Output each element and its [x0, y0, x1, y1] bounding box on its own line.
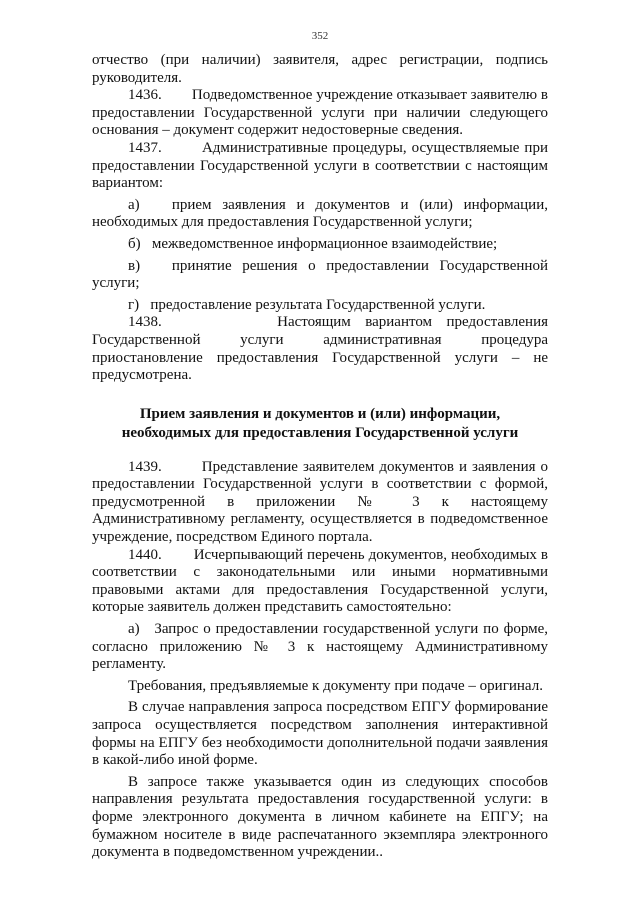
list-item-g: г) предоставление результата Государственной услуги. — [128, 296, 486, 313]
list-item-a: а) прием заявления и документов и (или) информации, необходимых для предоставления Государственной услуги; — [92, 196, 548, 231]
section-heading-line-2: необходимых для предоставления Государственной услуги — [121, 424, 519, 441]
paragraph-1438: 1438. Настоящим вариантом предоставления Государственной услуги административная процедура приостановление предоставления Государственной услуги – не предусмотрена. — [92, 314, 548, 384]
page-number: 352 — [311, 30, 329, 42]
paragraph-1436: 1436. Подведомственное учреждение отказывает заявителю в предоставлении Государственной услуги при наличии следующего основания – документ содержит недостоверные сведения. — [92, 87, 548, 139]
paragraph-epgu-request: В случае направления запроса посредством ЕПГУ формирование запроса осуществляется посредством заполнения интерактивной формы на ЕПГУ без необходимости дополнительной подачи заявления в какой-либо иной форме. — [92, 699, 548, 769]
paragraph: отчество (при наличии) заявителя, адрес регистрации, подпись руководителя. — [92, 52, 548, 86]
paragraph-1439: 1439. Представление заявителем документов и заявления о предоставлении Государственной услуги в соответствии с формой, предусмотренной в приложении № 3 к настоящему Административному регламенту, осуществляется в подведомственное учреждение, посредством Единого портала. — [92, 458, 548, 546]
paragraph-1440: 1440. Исчерпывающий перечень документов, необходимых в соответствии с законодательными или иными нормативными правовыми актами для предоставления Государственной услуги, которые заявитель должен представить самостоятельно: — [92, 546, 548, 616]
list-item-v: в) принятие решения о предоставлении Государственной услуги; — [92, 257, 548, 292]
list-item-a-request: а) Запрос о предоставлении государственной услуги по форме, согласно приложению № 3 к настоящему Административному регламенту. — [92, 621, 548, 673]
paragraph-result-method: В запросе также указывается один из следующих способов направления результата предоставления государственной услуги: в форме электронного документа в личном кабинете на ЕПГУ; на бумажном носителе в виде распечатанного экземпляра электронного документа в подведомственном учреждении.. — [92, 773, 548, 861]
section-heading — [92, 405, 548, 443]
paragraph-requirements: Требования, предъявляемые к документу при подаче – оригинал. — [128, 677, 543, 694]
paragraph-1437: 1437. Административные процедуры, осуществляемые при предоставлении Государственной услуги в соответствии с настоящим вариантом: — [92, 139, 548, 192]
document-body — [92, 52, 548, 862]
section-heading-line-1: Прием заявления и документов и (или) информации, — [139, 405, 501, 422]
list-item-b: б) межведомственное информационное взаимодействие; — [128, 235, 498, 252]
